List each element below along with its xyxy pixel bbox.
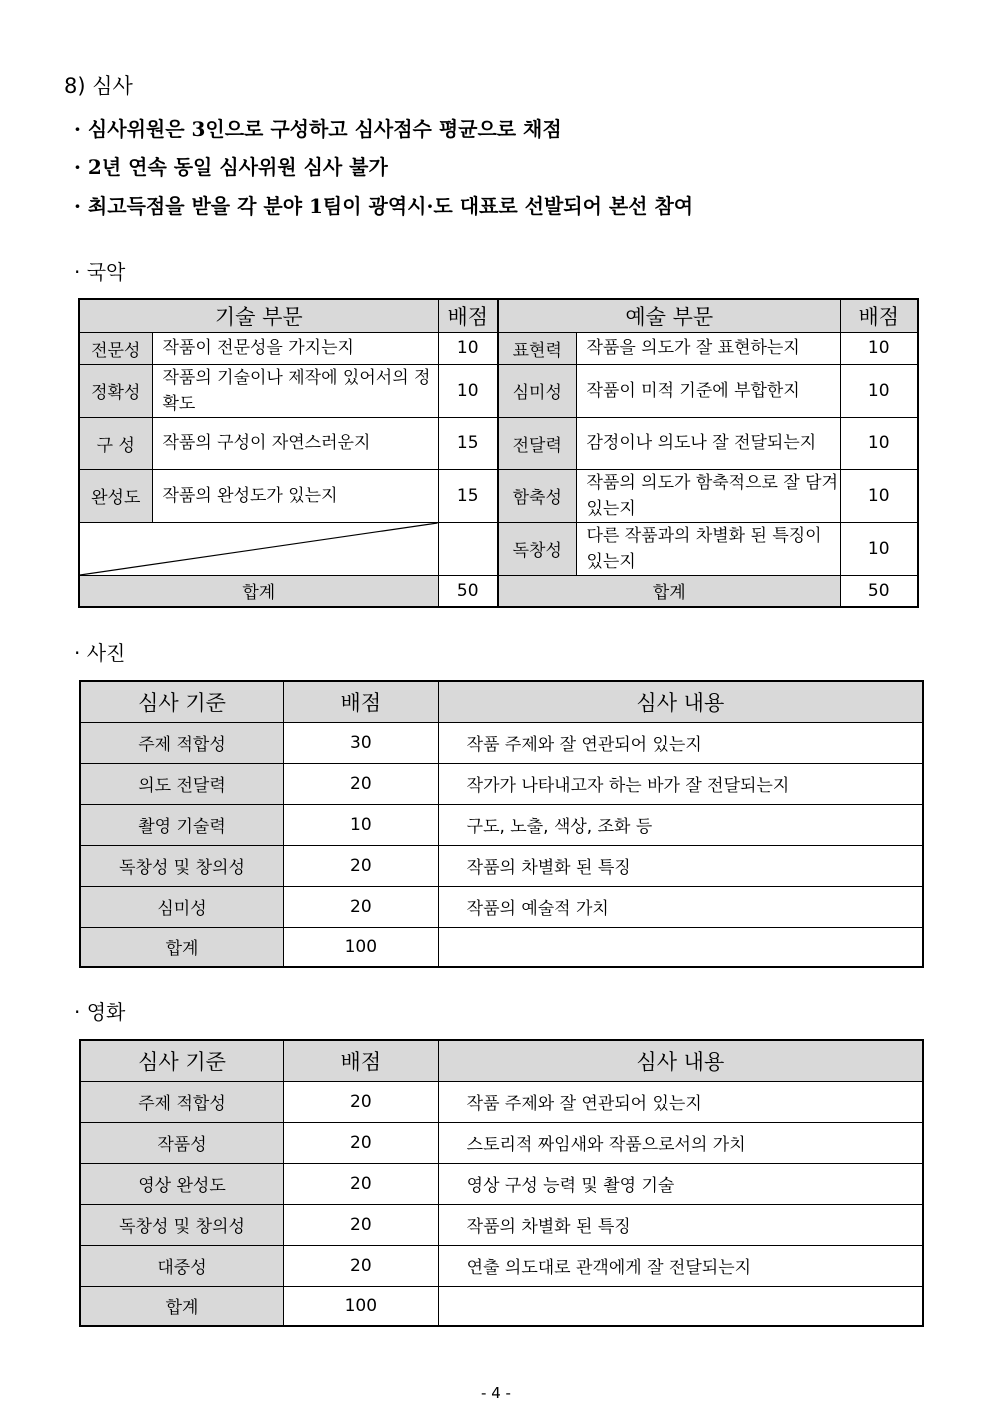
photo-table (79, 680, 924, 968)
photo-content: 작품의 차별화 된 특징 (438, 845, 923, 886)
gukak-total-label2: 합계 (498, 575, 840, 607)
gukak-art-name: 전달력 (498, 417, 576, 469)
gukak-tech-desc: 작품의 구성이 자연스러운지 (152, 417, 438, 469)
film-total-label: 합계 (80, 1286, 284, 1326)
film-header-criteria: 심사 기준 (80, 1040, 284, 1081)
gukak-tech-name: 정확성 (79, 364, 152, 417)
gukak-art-name: 표현력 (498, 332, 576, 364)
gukak-art-name: 심미성 (498, 364, 576, 417)
film-score: 20 (284, 1163, 439, 1204)
gukak-art-desc: 감정이나 의도나 잘 전달되는지 (576, 417, 840, 469)
film-total-score: 100 (284, 1286, 439, 1326)
film-score: 20 (284, 1204, 439, 1245)
photo-content: 구도, 노출, 색상, 조화 등 (438, 804, 923, 845)
gukak-art-desc: 다른 작품과의 차별화 된 특징이 있는지 (576, 522, 840, 575)
photo-content: 작품의 예술적 가치 (438, 886, 923, 927)
photo-total-empty (438, 927, 923, 967)
gukak-art-score: 10 (840, 417, 918, 469)
photo-criteria: 독창성 및 창의성 (80, 845, 284, 886)
photo-total-label: 합계 (80, 927, 284, 967)
gukak-tech-score: 10 (438, 332, 498, 364)
gukak-art-score: 10 (840, 332, 918, 364)
film-content: 영상 구성 능력 및 촬영 기술 (438, 1163, 923, 1204)
gukak-label: · 국악 (74, 260, 126, 284)
gukak-total-tech: 50 (438, 575, 498, 607)
film-score: 20 (284, 1081, 439, 1122)
film-criteria: 주제 적합성 (80, 1081, 284, 1122)
gukak-art-name: 독창성 (498, 522, 576, 575)
photo-content: 작가가 나타내고자 하는 바가 잘 전달되는지 (438, 763, 923, 804)
film-table (79, 1039, 924, 1327)
film-criteria: 작품성 (80, 1122, 284, 1163)
photo-header-score: 배점 (284, 681, 439, 722)
gukak-tech-name: 전문성 (79, 332, 152, 364)
film-content: 작품의 차별화 된 특징 (438, 1204, 923, 1245)
bullet-judges: · 심사위원은 3인으로 구성하고 심사점수 평균으로 채점 (74, 117, 562, 141)
gukak-art-desc: 작품의 의도가 함축적으로 잘 담겨 있는지 (576, 469, 840, 522)
film-criteria: 독창성 및 창의성 (80, 1204, 284, 1245)
gukak-art-score: 10 (840, 469, 918, 522)
gukak-empty-score (438, 522, 498, 575)
film-score: 20 (284, 1245, 439, 1286)
photo-content: 작품 주제와 잘 연관되어 있는지 (438, 722, 923, 763)
gukak-art-desc: 작품이 미적 기준에 부합한지 (576, 364, 840, 417)
gukak-tech-desc: 작품의 완성도가 있는지 (152, 469, 438, 522)
gukak-table (78, 298, 919, 608)
gukak-art-score: 10 (840, 364, 918, 417)
film-criteria: 영상 완성도 (80, 1163, 284, 1204)
photo-criteria: 의도 전달력 (80, 763, 284, 804)
bullet-selection: · 최고득점을 받을 각 분야 1팀이 광역시·도 대표로 선발되어 본선 참여 (74, 194, 694, 218)
section-title: 8) 심사 (64, 74, 133, 98)
page-number: - 4 - (481, 1384, 511, 1402)
gukak-header-score2: 배점 (840, 299, 918, 332)
bullet-no-repeat: · 2년 연속 동일 심사위원 심사 불가 (74, 155, 388, 179)
gukak-tech-desc: 작품의 기술이나 제작에 있어서의 정확도 (152, 364, 438, 417)
gukak-tech-desc: 작품이 전문성을 가지는지 (152, 332, 438, 364)
gukak-tech-score: 10 (438, 364, 498, 417)
film-label: · 영화 (74, 1000, 126, 1024)
photo-total-score: 100 (284, 927, 439, 967)
film-content: 작품 주제와 잘 연관되어 있는지 (438, 1081, 923, 1122)
photo-criteria: 촬영 기술력 (80, 804, 284, 845)
gukak-tech-score: 15 (438, 417, 498, 469)
gukak-total-label: 합계 (79, 575, 438, 607)
gukak-art-name: 함축성 (498, 469, 576, 522)
film-score: 20 (284, 1122, 439, 1163)
film-criteria: 대중성 (80, 1245, 284, 1286)
gukak-tech-name: 완성도 (79, 469, 152, 522)
photo-criteria: 주제 적합성 (80, 722, 284, 763)
film-content: 스토리적 짜임새와 작품으로서의 가치 (438, 1122, 923, 1163)
photo-criteria: 심미성 (80, 886, 284, 927)
photo-score: 30 (284, 722, 439, 763)
film-header-content: 심사 내용 (438, 1040, 923, 1081)
film-header-score: 배점 (284, 1040, 439, 1081)
photo-score: 20 (284, 763, 439, 804)
gukak-tech-name: 구 성 (79, 417, 152, 469)
film-content: 연출 의도대로 관객에게 잘 전달되는지 (438, 1245, 923, 1286)
gukak-header-art: 예술 부문 (498, 299, 840, 332)
gukak-diagonal-empty-cell (79, 522, 438, 575)
photo-header-criteria: 심사 기준 (80, 681, 284, 722)
gukak-art-score: 10 (840, 522, 918, 575)
photo-score: 20 (284, 886, 439, 927)
gukak-header-score: 배점 (438, 299, 498, 332)
photo-score: 10 (284, 804, 439, 845)
photo-header-content: 심사 내용 (438, 681, 923, 722)
film-total-empty (438, 1286, 923, 1326)
gukak-header-tech: 기술 부문 (79, 299, 438, 332)
photo-score: 20 (284, 845, 439, 886)
photo-label: · 사진 (74, 641, 126, 665)
gukak-art-desc: 작품을 의도가 잘 표현하는지 (576, 332, 840, 364)
gukak-tech-score: 15 (438, 469, 498, 522)
diagonal-line (80, 523, 438, 575)
gukak-total-art: 50 (840, 575, 918, 607)
